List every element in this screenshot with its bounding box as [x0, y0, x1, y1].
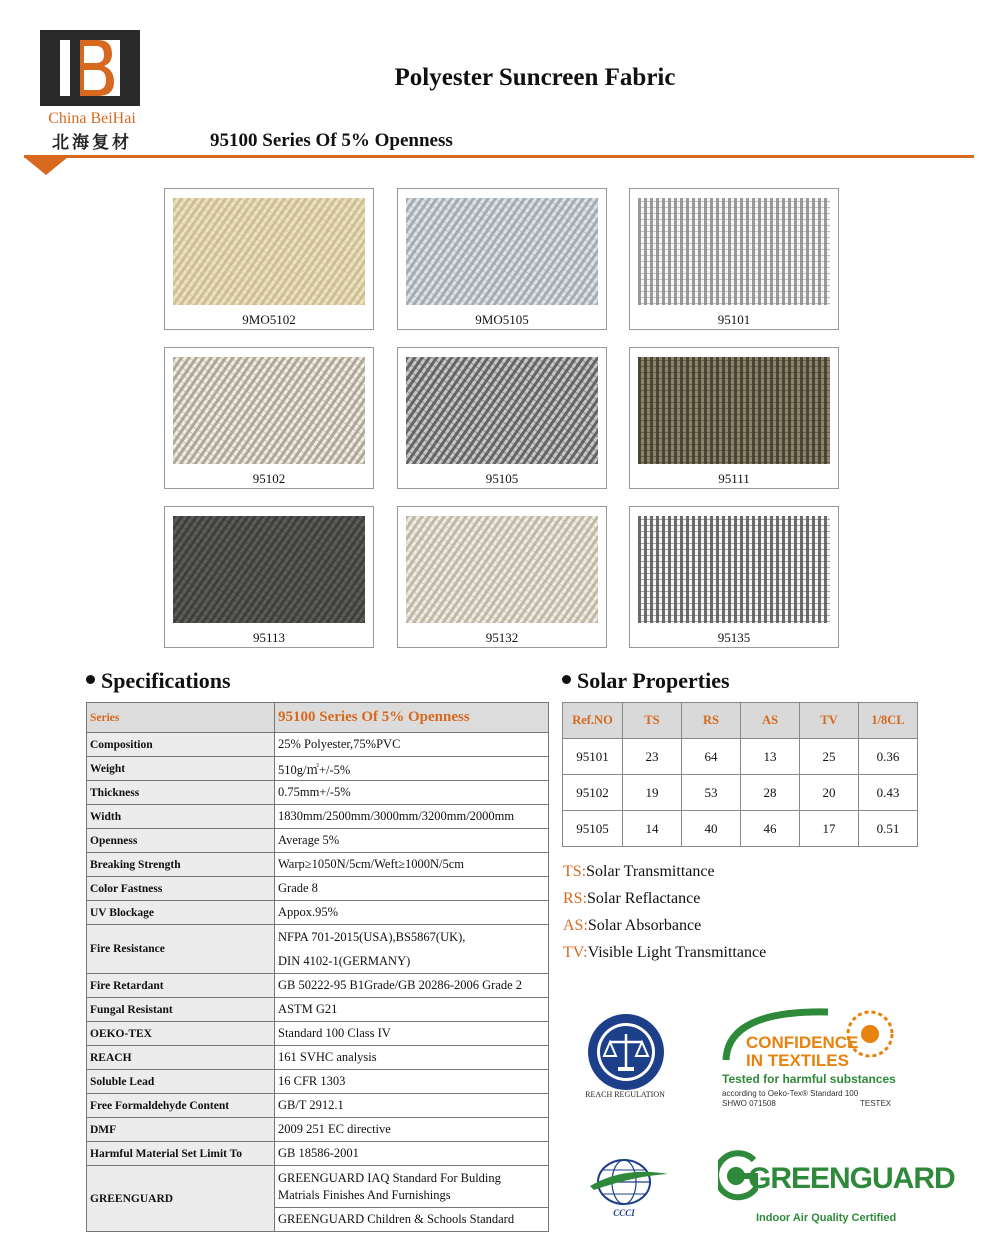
table-row [87, 1142, 549, 1166]
table-cell: 0.51 [859, 811, 918, 847]
confidence-according-text: according to Oeko-Tex® Standard 100 [722, 1089, 859, 1098]
confidence-testex-text: TESTEX [860, 1099, 892, 1108]
table-row [563, 739, 918, 775]
spec-value: Grade 8 [275, 877, 549, 901]
greenguard-logo [718, 1146, 955, 1230]
solar-legend [563, 858, 766, 966]
fabric-swatch [164, 506, 374, 648]
spec-value: ASTM G21 [275, 998, 549, 1022]
reach-seal-icon [584, 1012, 668, 1092]
table-row [563, 811, 918, 847]
spec-value: GB 18586-2001 [275, 1142, 549, 1166]
spec-value: 161 SVHC analysis [275, 1046, 549, 1070]
spec-value-line: NFPA 701-2015(USA),BS5867(UK), [278, 930, 466, 944]
logo-text-chinese: 北海复材 [52, 133, 132, 153]
spec-value-line: GREENGUARD Children & Schools Standard [278, 1212, 515, 1226]
legend-abbr: TS: [563, 863, 587, 880]
reach-regulation-label: REACH REGULATION [585, 1090, 665, 1099]
fabric-swatch-image [173, 198, 365, 305]
confidence-title-line1: CONFIDENCE [746, 1033, 859, 1052]
fabric-swatch-label: 95111 [718, 471, 750, 486]
spec-value: 95100 Series Of 5% Openness [275, 703, 549, 733]
table-row [87, 805, 549, 829]
spec-key: Width [87, 805, 275, 829]
spec-value: GB/T 2912.1 [275, 1094, 549, 1118]
swatch-grid [164, 188, 840, 650]
spec-key: Fungal Resistant [87, 998, 275, 1022]
legend-item [563, 939, 766, 966]
fabric-swatch-image [638, 516, 830, 623]
confidence-tested-text: Tested for harmful substances [722, 1072, 896, 1086]
spec-key: Harmful Material Set Limit To [87, 1142, 275, 1166]
solar-properties-table [562, 702, 918, 847]
spec-value: 16 CFR 1303 [275, 1070, 549, 1094]
table-cell: 0.43 [859, 775, 918, 811]
spec-value-line: DIN 4102-1(GERMANY) [278, 954, 411, 968]
spec-value: 25% Polyester,75%PVC [275, 733, 549, 757]
table-cell: 20 [800, 775, 859, 811]
fabric-swatch-image [173, 357, 365, 464]
table-row [87, 733, 549, 757]
ccci-logo [584, 1156, 670, 1220]
beihai-logo-mark-icon [40, 30, 140, 106]
table-row [87, 703, 549, 733]
table-cell: 14 [623, 811, 682, 847]
table-row [87, 901, 549, 925]
table-cell: 13 [741, 739, 800, 775]
table-cell: 95102 [563, 775, 623, 811]
legend-item [563, 885, 766, 912]
fabric-swatch [164, 347, 374, 489]
page-title: Polyester Suncreen Fabric [394, 64, 676, 91]
legend-abbr: TV: [563, 944, 588, 961]
greenguard-tagline: Indoor Air Quality Certified [756, 1212, 897, 1224]
fabric-swatch-label: 95132 [485, 630, 519, 645]
spec-key: Openness [87, 829, 275, 853]
spec-key: Fire Resistance [87, 925, 275, 974]
table-row [87, 1046, 549, 1070]
fabric-swatch-label: 95113 [252, 630, 286, 645]
spec-value: Appox.95% [275, 901, 549, 925]
fabric-swatch-image [406, 198, 598, 305]
spec-value: 510g/㎡+/-5% [275, 757, 549, 781]
logo-text-english: China BeiHai [48, 110, 136, 127]
fabric-swatch-label: 95135 [717, 630, 751, 645]
fabric-swatch-label: 9MO5105 [475, 312, 529, 327]
column-header: Ref.NO [563, 703, 623, 739]
table-row [87, 1070, 549, 1094]
table-row [87, 925, 549, 974]
solar-properties-heading: Solar Properties [562, 668, 730, 694]
table-header-row [563, 703, 918, 739]
table-row [87, 1094, 549, 1118]
table-row [87, 1118, 549, 1142]
specifications-table [86, 702, 549, 1232]
fabric-swatch-image [406, 357, 598, 464]
table-row [87, 1166, 549, 1232]
table-cell: 19 [623, 775, 682, 811]
table-cell: 64 [682, 739, 741, 775]
legend-text: Solar Reflactance [587, 890, 701, 907]
header-divider [24, 155, 974, 158]
column-header: TS [623, 703, 682, 739]
spec-key: Free Formaldehyde Content [87, 1094, 275, 1118]
table-cell: 25 [800, 739, 859, 775]
spec-value: 1830mm/2500mm/3000mm/3200mm/2000mm [275, 805, 549, 829]
legend-text: Visible Light Transmittance [587, 944, 767, 961]
page-subtitle: 95100 Series Of 5% Openness [210, 130, 453, 151]
spec-key: GREENGUARD [87, 1166, 275, 1232]
table-cell: 46 [741, 811, 800, 847]
spec-key: Thickness [87, 781, 275, 805]
spec-key: REACH [87, 1046, 275, 1070]
header-divider-arrow-icon [24, 157, 68, 175]
column-header: 1/8CL [859, 703, 918, 739]
spec-value [275, 925, 549, 974]
spec-value: Standard 100 Class IV [275, 1022, 549, 1046]
table-cell: 95101 [563, 739, 623, 775]
spec-key: OEKO-TEX [87, 1022, 275, 1046]
confidence-title-line2: IN TEXTILES [746, 1051, 849, 1070]
greenguard-wordmark: GREENGUARD [748, 1162, 955, 1195]
table-row [87, 757, 549, 781]
fabric-swatch [164, 188, 374, 330]
spec-value: GB 50222-95 B1Grade/GB 20286-2006 Grade 2 [275, 974, 549, 998]
table-row [87, 1022, 549, 1046]
spec-value-line: GREENGUARD IAQ Standard For Bulding Matrials Finishes And Furnishings [275, 1166, 548, 1208]
bullet-icon [562, 675, 571, 684]
table-row [563, 775, 918, 811]
fabric-swatch-label: 9MO5102 [242, 312, 296, 327]
fabric-swatch-label: 95102 [252, 471, 286, 486]
spec-key: Breaking Strength [87, 853, 275, 877]
specifications-heading: Specifications [86, 668, 231, 694]
spec-key: Series [87, 703, 275, 733]
spec-key: Color Fastness [87, 877, 275, 901]
spec-key: DMF [87, 1118, 275, 1142]
column-header: AS [741, 703, 800, 739]
spec-key: Fire Retardant [87, 974, 275, 998]
spec-value [275, 1166, 549, 1232]
spec-value: 2009 251 EC directive [275, 1118, 549, 1142]
fabric-swatch-image [638, 357, 830, 464]
spec-key: Weight [87, 757, 275, 781]
table-row [87, 781, 549, 805]
table-row [87, 829, 549, 853]
fabric-swatch [629, 506, 839, 648]
table-cell: 28 [741, 775, 800, 811]
table-row [87, 877, 549, 901]
legend-text: Solar Absorbance [587, 917, 702, 934]
ccci-label: CCCI [613, 1208, 635, 1218]
legend-item [563, 912, 766, 939]
table-row [87, 853, 549, 877]
legend-item [563, 858, 766, 885]
fabric-swatch [629, 347, 839, 489]
bullet-icon [86, 675, 95, 684]
legend-text: Solar Transmittance [586, 863, 715, 880]
column-header: RS [682, 703, 741, 739]
fabric-swatch [629, 188, 839, 330]
table-row [87, 998, 549, 1022]
fabric-swatch-image [173, 516, 365, 623]
spec-value: Average 5% [275, 829, 549, 853]
fabric-swatch-label: 95101 [717, 312, 751, 327]
table-row [87, 974, 549, 998]
column-header: TV [800, 703, 859, 739]
table-cell: 95105 [563, 811, 623, 847]
ccci-globe-icon [584, 1156, 670, 1210]
spec-key: Composition [87, 733, 275, 757]
confidence-code-text: SHWO 071508 [722, 1099, 776, 1108]
fabric-swatch [397, 347, 607, 489]
fabric-swatch-image [638, 198, 830, 305]
fabric-swatch-label: 95105 [485, 471, 519, 486]
fabric-swatch-image [406, 516, 598, 623]
spec-value: Warp≥1050N/5cm/Weft≥1000N/5cm [275, 853, 549, 877]
table-cell: 17 [800, 811, 859, 847]
spec-key: UV Blockage [87, 901, 275, 925]
fabric-swatch [397, 506, 607, 648]
table-cell: 53 [682, 775, 741, 811]
spec-key: Soluble Lead [87, 1070, 275, 1094]
fabric-swatch [397, 188, 607, 330]
spec-value: 0.75mm+/-5% [275, 781, 549, 805]
oeko-tex-confidence-logo [718, 1004, 908, 1114]
table-cell: 40 [682, 811, 741, 847]
legend-abbr: RS: [563, 890, 588, 907]
table-cell: 0.36 [859, 739, 918, 775]
legend-abbr: AS: [563, 917, 588, 934]
table-cell: 23 [623, 739, 682, 775]
